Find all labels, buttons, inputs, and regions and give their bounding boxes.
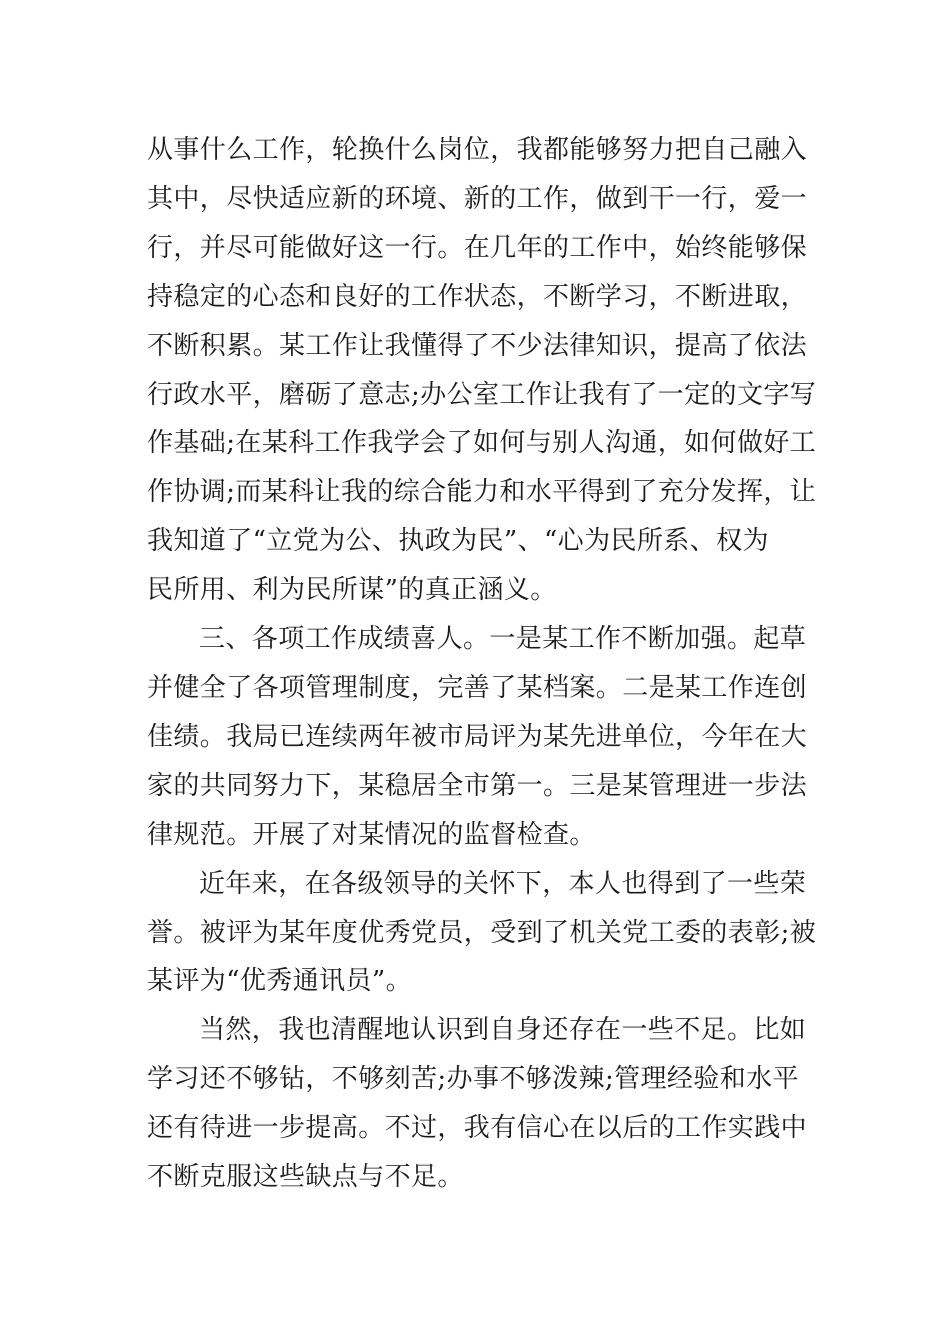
- text-line: 持稳定的心态和良好的工作状态，不断学习，不断进取，: [147, 281, 808, 312]
- text-line: 民所用、利为民所谋”的真正涵义。: [147, 575, 557, 606]
- text-line: 某评为“优秀通讯员”。: [147, 966, 412, 997]
- text-line: 近年来，在各级领导的关怀下，本人也得到了一些荣: [199, 868, 807, 899]
- paragraph-work-experience: [147, 126, 817, 615]
- document-body: [147, 126, 817, 1202]
- text-line: 我知道了“立党为公、执政为民”、“心为民所系、权为: [147, 526, 769, 557]
- text-line: 当然，我也清醒地认识到自身还存在一些不足。比如: [199, 1015, 807, 1046]
- text-line: 不断积累。某工作让我懂得了不少法律知识，提高了依法: [147, 330, 808, 361]
- text-line: 三、各项工作成绩喜人。一是某工作不断加强。起草: [199, 624, 807, 655]
- text-line: 还有待进一步提高。不过，我有信心在以后的工作实践中: [147, 1113, 808, 1144]
- text-line: 不断克服这些缺点与不足。: [147, 1162, 464, 1193]
- text-line: 其中，尽快适应新的环境、新的工作，做到干一行，爱一: [147, 183, 808, 214]
- text-line: 作协调;而某科让我的综合能力和水平得到了充分发挥，让: [147, 477, 817, 508]
- text-line: 誉。被评为某年度优秀党员，受到了机关党工委的表彰;被: [147, 917, 817, 948]
- text-line: 律规范。开展了对某情况的监督检查。: [147, 819, 596, 850]
- text-line: 学习还不够钻，不够刻苦;办事不够泼辣;管理经验和水平: [147, 1064, 799, 1095]
- paragraph-achievements: [147, 615, 812, 860]
- text-line: 行，并尽可能做好这一行。在几年的工作中，始终能够保: [147, 232, 808, 263]
- text-line: 作基础;在某科工作我学会了如何与别人沟通，如何做好工: [147, 428, 817, 459]
- text-line: 从事什么工作，轮换什么岗位，我都能够努力把自己融入: [147, 135, 808, 165]
- text-line: 行政水平，磨砺了意志;办公室工作让我有了一定的文字写: [147, 379, 817, 410]
- text-line: 家的共同努力下，某稳居全市第一。三是某管理进一步法: [147, 770, 808, 801]
- paragraph-shortcomings: [147, 1006, 812, 1202]
- paragraph-honors: [147, 860, 817, 1007]
- text-line: 佳绩。我局已连续两年被市局评为某先进单位，今年在大: [147, 721, 808, 752]
- text-line: 并健全了各项管理制度，完善了某档案。二是某工作连创: [147, 672, 808, 703]
